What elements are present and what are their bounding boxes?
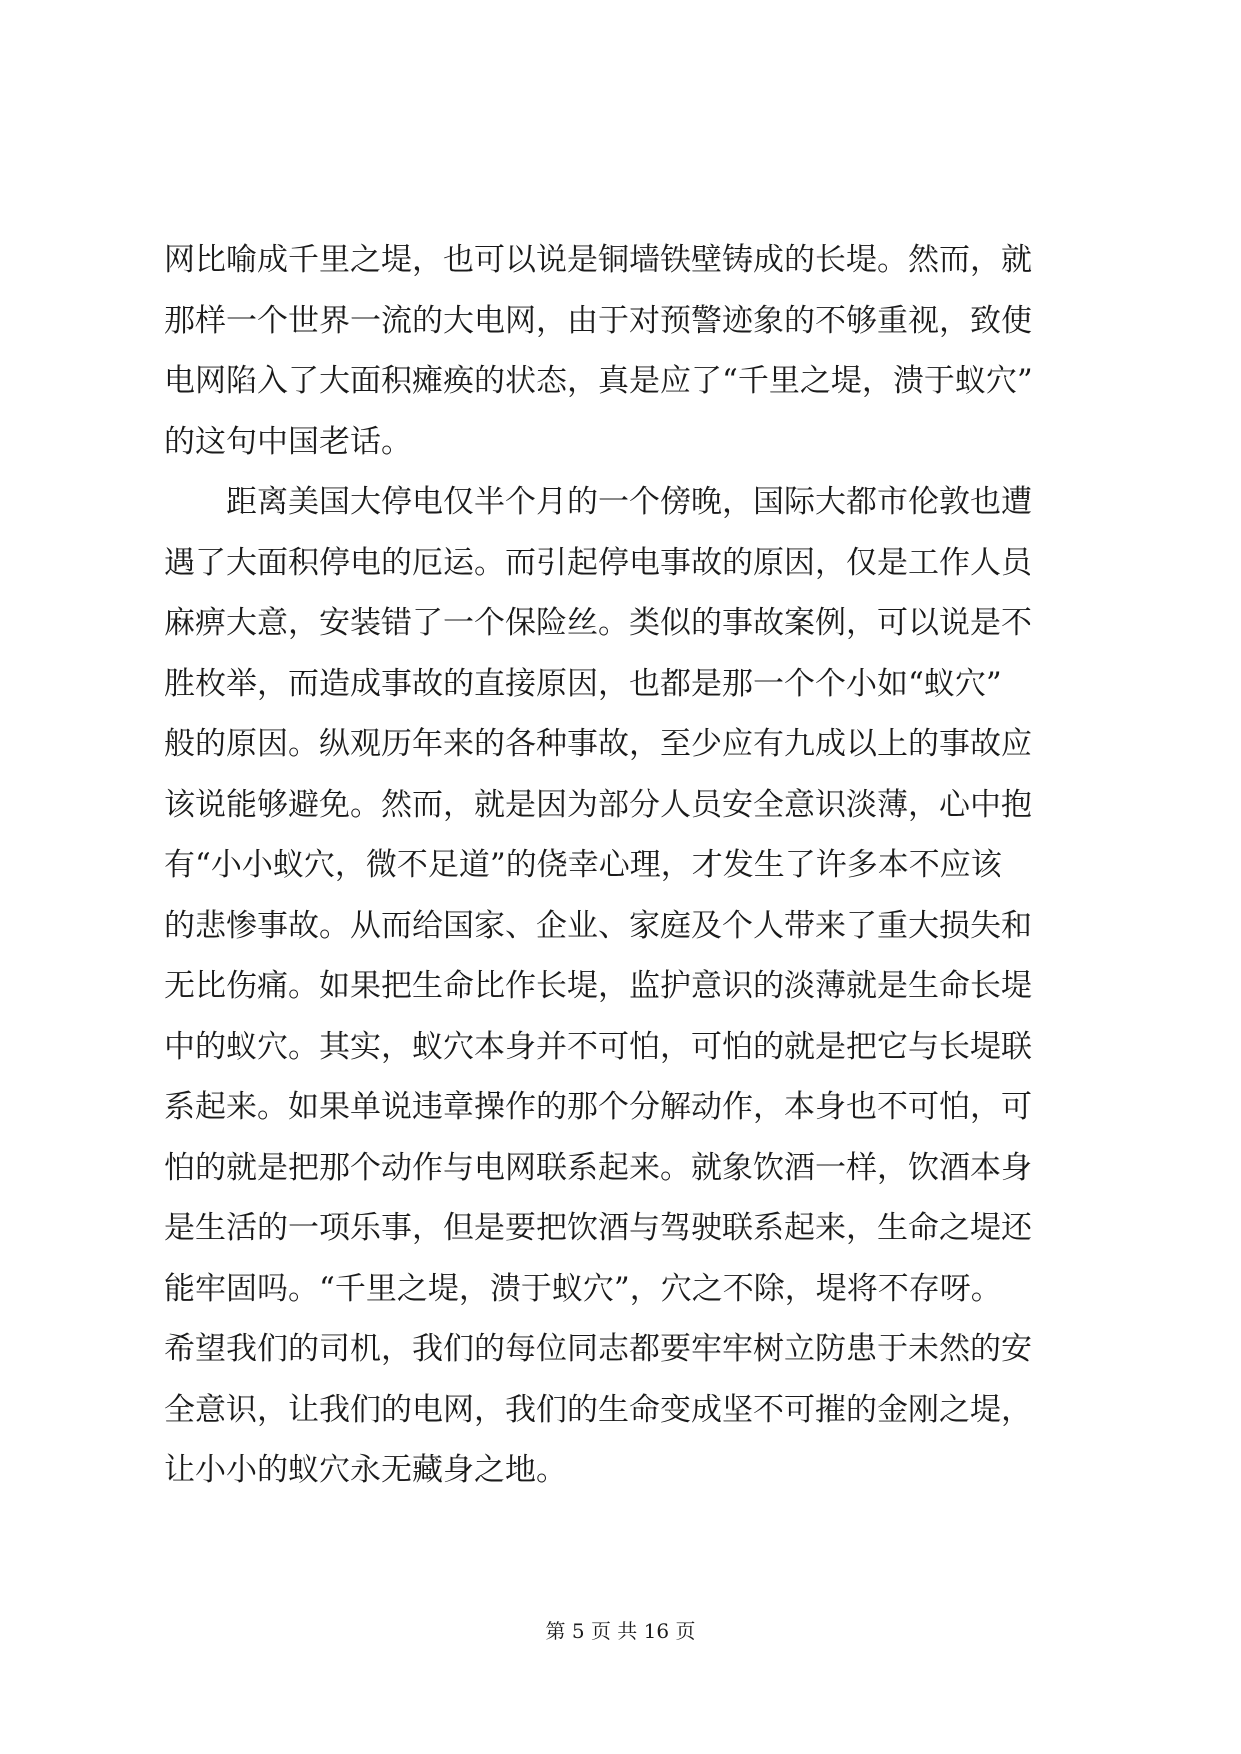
- text-line: 能牢固吗。“千里之堤，溃于蚁穴”，穴之不除，堤将不存呀。: [164, 1270, 1002, 1307]
- page-number-footer: 第 5 页 共 16 页: [545, 1619, 696, 1643]
- text-line: 般的原因。纵观历年来的各种事故，至少应有九成以上的事故应: [164, 726, 1032, 762]
- text-line: 系起来。如果单说违章操作的那个分解动作，本身也不可怕，可: [164, 1089, 1032, 1125]
- text-line: 该说能够避免。然而，就是因为部分人员安全意识淡薄，心中抱: [164, 786, 1032, 823]
- text-line: 遇了大面积停电的厄运。而引起停电事故的原因，仅是工作人员: [164, 544, 1032, 581]
- text-line: 是生活的一项乐事，但是要把饮酒与驾驶联系起来，生命之堤还: [164, 1210, 1032, 1246]
- text-line: 有“小小蚁穴，微不足道”的侥幸心理，才发生了许多本不应该: [164, 847, 1002, 883]
- text-line: 胜枚举，而造成事故的直接原因，也都是那一个个小如“蚁穴”: [164, 665, 1002, 702]
- text-line: 中的蚁穴。其实，蚁穴本身并不可怕，可怕的就是把它与长堤联: [164, 1028, 1032, 1065]
- text-line: 怕的就是把那个动作与电网联系起来。就象饮酒一样，饮酒本身: [164, 1149, 1032, 1186]
- text-line: 无比伤痛。如果把生命比作长堤，监护意识的淡薄就是生命长堤: [164, 968, 1032, 1004]
- text-line: 让小小的蚁穴永无藏身之地。: [164, 1452, 567, 1488]
- text-line: 全意识，让我们的电网，我们的生命变成坚不可摧的金刚之堤，: [164, 1391, 1032, 1428]
- text-line: 希望我们的司机，我们的每位同志都要牢牢树立防患于未然的安: [164, 1331, 1032, 1367]
- body-text: [164, 230, 1084, 1501]
- text-line: 那样一个世界一流的大电网，由于对预警迹象的不够重视，致使: [164, 302, 1032, 339]
- text-line: 电网陷入了大面积瘫痪的状态，真是应了“千里之堤，溃于蚁穴”: [164, 363, 1033, 399]
- text-line: 的悲惨事故。从而给国家、企业、家庭及个人带来了重大损失和: [164, 907, 1032, 944]
- text-line: 距离美国大停电仅半个月的一个傍晚，国际大都市伦敦也遭: [226, 484, 1032, 520]
- text-line: 网比喻成千里之堤，也可以说是铜墙铁壁铸成的长堤。然而，就: [164, 242, 1032, 278]
- text-line: 麻痹大意，安装错了一个保险丝。类似的事故案例，可以说是不: [164, 605, 1032, 641]
- text-line: 的这句中国老话。: [164, 423, 412, 460]
